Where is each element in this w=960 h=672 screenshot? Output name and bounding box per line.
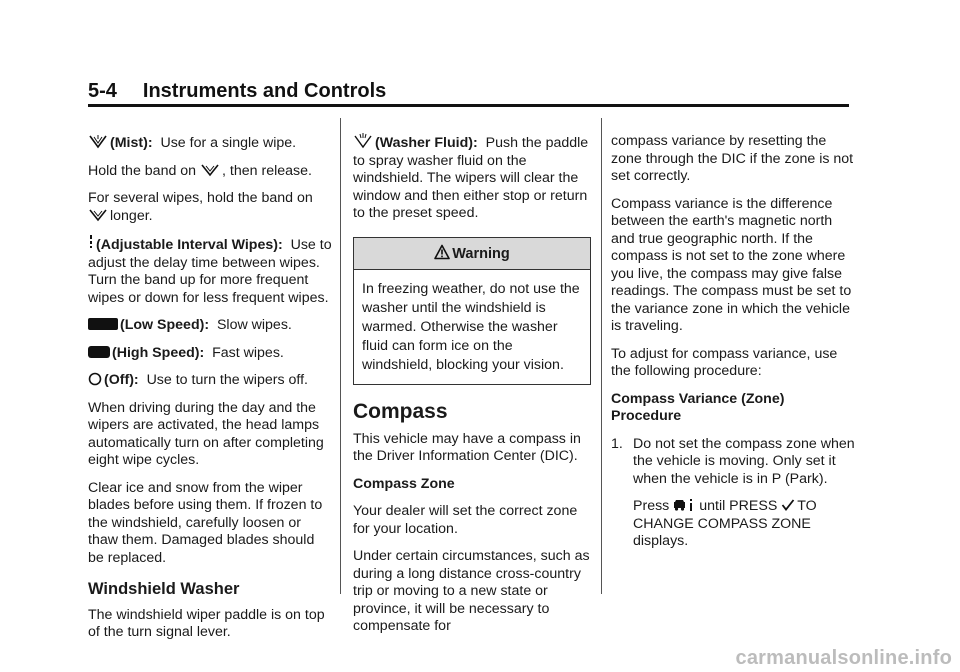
adjustable-paragraph [88, 235, 332, 307]
hold-text-a: Hold the band on [88, 162, 197, 179]
several-text-b: longer. [110, 207, 153, 224]
step-number: 1. [611, 435, 623, 452]
variance-paragraph: Compass variance is the difference between the earth's magnetic north and true geographic north. If the compass is not set to the zone where you live, the compass may give false readings. The compass must be set to the variance zone in which the vehicle is traveling. [611, 195, 852, 334]
dealer-paragraph: Your dealer will set the correct zone for your location. [353, 503, 578, 537]
warning-title-bar [354, 238, 590, 271]
compass-zone-subheading: Compass Zone [353, 475, 455, 492]
warning-box [353, 237, 591, 386]
washer-label: (Washer Fluid): [375, 135, 478, 151]
mist-wiper-icon [88, 208, 108, 222]
procedure-subheading: Compass Variance (Zone) Procedure [611, 390, 785, 424]
list-item [611, 436, 856, 551]
off-label: (Off): [104, 372, 139, 388]
column-3 [611, 133, 856, 561]
high-speed-text: Fast wipes. [212, 344, 284, 361]
low-speed-icon [88, 317, 118, 331]
low-speed-paragraph [88, 317, 332, 335]
off-paragraph [88, 372, 332, 390]
mist-text: Use for a single wipe. [160, 135, 297, 151]
high-speed-icon [88, 345, 110, 359]
adjustable-text: Use to adjust the delay time between wipes. Turn the band up for more frequent wipes or down for less frequent wipes. [88, 237, 332, 306]
several-text-a: For several wipes, hold the band on [88, 190, 313, 206]
interval-icon [88, 235, 94, 251]
adjust-paragraph: To adjust for compass variance, use the following procedure: [611, 345, 838, 379]
hold-text-b: , then release. [222, 162, 312, 179]
washer-fluid-icon [353, 133, 373, 149]
checkmark-icon [781, 498, 795, 512]
mist-wiper-icon [200, 163, 220, 177]
section-title: Instruments and Controls [142, 80, 387, 102]
low-speed-label: (Low Speed): [120, 317, 210, 333]
page-number: 5-4 [88, 80, 117, 102]
column-2 [353, 133, 591, 646]
column-divider [601, 118, 602, 594]
press-text-a: Press [633, 498, 670, 514]
press-instruction [633, 498, 856, 551]
low-speed-text: Slow wipes. [216, 317, 292, 333]
mist-wiper-icon [88, 133, 108, 149]
warning-title: Warning [452, 245, 510, 262]
watermark: carmanualsonline.info [735, 647, 952, 669]
mist-paragraph [88, 133, 332, 153]
warning-icon [434, 244, 450, 260]
circumstances-paragraph: Under certain circumstances, such as during a long distance cross-country trip or moving to a new state or province, it will be necessary to compensate for [353, 548, 590, 634]
paddle-paragraph: The windshield wiper paddle is on top of the turn signal lever. [88, 606, 325, 640]
hold-paragraph [88, 163, 332, 181]
several-paragraph [88, 190, 332, 225]
mist-label: (Mist): [110, 135, 153, 151]
press-text-b: until PRESS [699, 498, 778, 514]
procedure-list [611, 436, 856, 551]
column-1 [88, 133, 332, 652]
high-speed-label: (High Speed): [112, 344, 205, 361]
press-text-c: TO CHANGE COMPASS ZONE displays. [633, 498, 817, 549]
warning-text: In freezing weather, do not use the washer until the windshield is warmed. Otherwise the washer fluid can form ice on the windshield, blocking your vision. [362, 281, 580, 373]
compass-heading: Compass [353, 400, 448, 423]
day-paragraph: When driving during the day and the wipers are activated, the head lamps automatically turn on after completing eight wipe cycles. [88, 399, 324, 468]
dic-paragraph: This vehicle may have a compass in the Driver Information Center (DIC). [353, 430, 581, 464]
step-text: Do not set the compass zone when the vehicle is moving. Only set it when the vehicle is in P (Park). [633, 435, 855, 487]
ice-paragraph: Clear ice and snow from the wiper blades before using them. If frozen to the windshield, carefully loosen or thaw them. Damaged blades should be replaced. [88, 479, 323, 566]
continued-paragraph: compass variance by resetting the zone through the DIC if the zone is not set correctly. [611, 133, 854, 184]
off-text: Use to turn the wipers off. [146, 372, 308, 388]
washer-paragraph [353, 133, 591, 223]
header-rule [88, 104, 849, 107]
vehicle-info-icon [673, 498, 697, 512]
off-circle-icon [88, 372, 102, 386]
adjustable-label: (Adjustable Interval Wipes): [96, 237, 283, 253]
high-speed-paragraph [88, 345, 332, 363]
page-header [88, 80, 848, 103]
column-divider [340, 118, 341, 594]
washer-text: Push the paddle to spray washer fluid on the windshield. The wipers will clear the window and then either stop or return to the preset speed. [353, 135, 589, 221]
windshield-washer-heading: Windshield Washer [88, 580, 240, 598]
